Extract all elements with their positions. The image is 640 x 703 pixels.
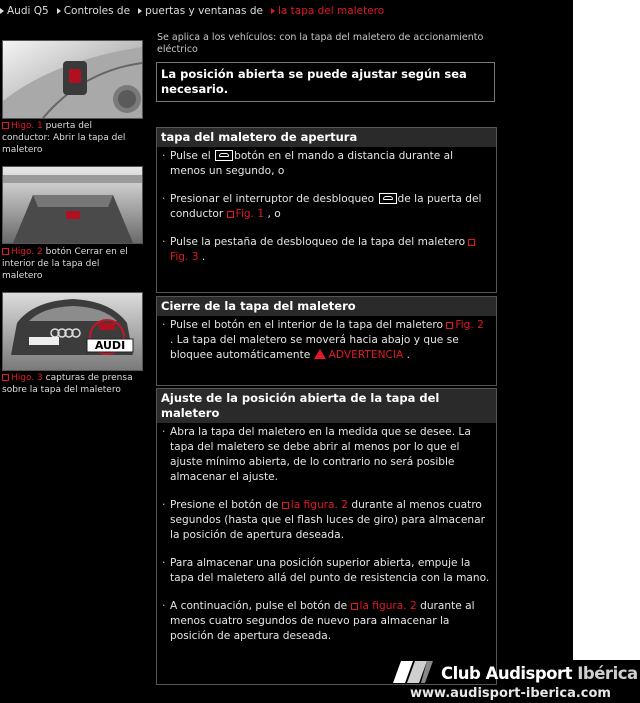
arrow-right-icon — [57, 8, 61, 14]
breadcrumb-item-controls[interactable]: Controles de — [57, 5, 130, 17]
section-adjust-open-position — [156, 388, 497, 685]
svg-text:AUDI: AUDI — [94, 339, 126, 352]
applies-to-text: Se aplica a los vehículos: con la tapa del maletero de accionamiento eléctrico — [157, 32, 484, 55]
section-open-tailgate — [156, 127, 497, 293]
list-item: · Para almacenar una posición superior abierta, empuje la tapa del maletero allá del punto de resistencia con la mano. — [161, 556, 490, 586]
breadcrumb-item-current: la tapa del maletero — [271, 5, 384, 17]
figure-ref-icon — [2, 374, 9, 381]
list-item: · Pulse el botón en el mando a distancia durante al menos un segundo, o — [161, 149, 490, 179]
arrow-right-icon — [271, 8, 275, 14]
figure-ref-icon — [282, 502, 289, 509]
list-item: · A continuación, pulse el botón de la figura. 2 durante al menos cuatro segundos de nuevo para almacenar la posición de apertura deseada. — [161, 599, 490, 644]
figure-1-caption: Higo. 1 puerta del conductor: Abrir la tapa del maletero — [2, 121, 126, 155]
list-item: · Presione el botón de la figura. 2 durante al menos cuatro segundos (hasta que el flash luces de giro) para almacenar la posición de apertura deseada. — [161, 498, 490, 543]
figure-1-ref[interactable]: Higo. 1 — [11, 121, 43, 131]
car-rear-illustration — [3, 293, 142, 370]
remote-key-icon — [215, 150, 233, 161]
breadcrumb-item-model[interactable]: Audi Q5 — [0, 5, 49, 17]
list-item: · Abra la tapa del maletero en la medida que se desee. La tapa del maletero se debe abrir al menos por lo que el ajuste mínimo abierta, de lo contrario no será posible almacenar el ajuste. — [161, 425, 490, 485]
figure-2-caption: Higo. 2 botón Cerrar en el interior de la tapa del maletero — [2, 247, 128, 281]
figure-3-ref[interactable]: Higo. 3 — [11, 373, 43, 383]
club-logo — [393, 661, 433, 683]
warning-icon — [314, 349, 326, 359]
arrow-right-icon — [0, 8, 4, 14]
link-fig-3[interactable]: Fig. 3 — [170, 236, 477, 263]
list-item: · Pulse el botón en el interior de la tapa del maletero Fig. 2 . La tapa del maletero se moverá hacia abajo y que se bloquee automáticamente ADVERTENCIA . — [161, 318, 490, 363]
section-title: tapa del maletero de apertura — [157, 128, 496, 147]
figure-3-caption: Higo. 3 capturas de prensa sobre la tapa del maletero — [2, 373, 133, 395]
tailgate-switch-icon — [379, 193, 397, 204]
link-fig-2[interactable]: la figura. 2 — [282, 499, 348, 511]
figure-ref-icon — [446, 322, 453, 329]
list-item: · Presionar el interruptor de desbloqueo de la puerta del conductor Fig. 1 , o — [161, 192, 490, 222]
breadcrumb-item-doors[interactable]: puertas y ventanas de — [138, 5, 263, 17]
figure-ref-icon — [227, 211, 234, 218]
watermark-title: Club Audisport Ibérica — [441, 664, 638, 683]
list-item: · Pulse la pestaña de desbloqueo de la tapa del maletero Fig. 3 . — [161, 235, 490, 265]
link-fig-2[interactable]: la figura. 2 — [351, 600, 417, 612]
figure-ref-icon — [2, 248, 9, 255]
figure-2-ref[interactable]: Higo. 2 — [11, 247, 43, 257]
section-title: Ajuste de la posición abierta de la tapa del maletero — [157, 389, 496, 423]
arrow-right-icon — [138, 8, 142, 14]
link-fig-2[interactable]: Fig. 2 — [446, 319, 483, 331]
figure-1-image[interactable] — [2, 40, 143, 119]
figure-ref-icon — [2, 122, 9, 129]
figure-ref-icon — [351, 603, 358, 610]
section-title: Cierre de la tapa del maletero — [157, 297, 496, 316]
tailgate-interior-illustration — [3, 167, 142, 243]
breadcrumb — [0, 4, 392, 18]
section-close-tailgate — [156, 296, 497, 386]
note-box: La posición abierta se puede ajustar según sea necesario. — [156, 62, 495, 102]
figure-ref-icon — [468, 239, 475, 246]
link-fig-1[interactable]: Fig. 1 — [227, 208, 264, 220]
watermark-url[interactable]: www.audisport-iberica.com — [410, 686, 611, 701]
door-switch-illustration — [3, 41, 142, 118]
warning-link[interactable]: ADVERTENCIA — [314, 349, 404, 361]
right-margin — [573, 0, 640, 660]
figure-3-image[interactable] — [2, 292, 143, 371]
figure-2-image[interactable] — [2, 166, 143, 244]
